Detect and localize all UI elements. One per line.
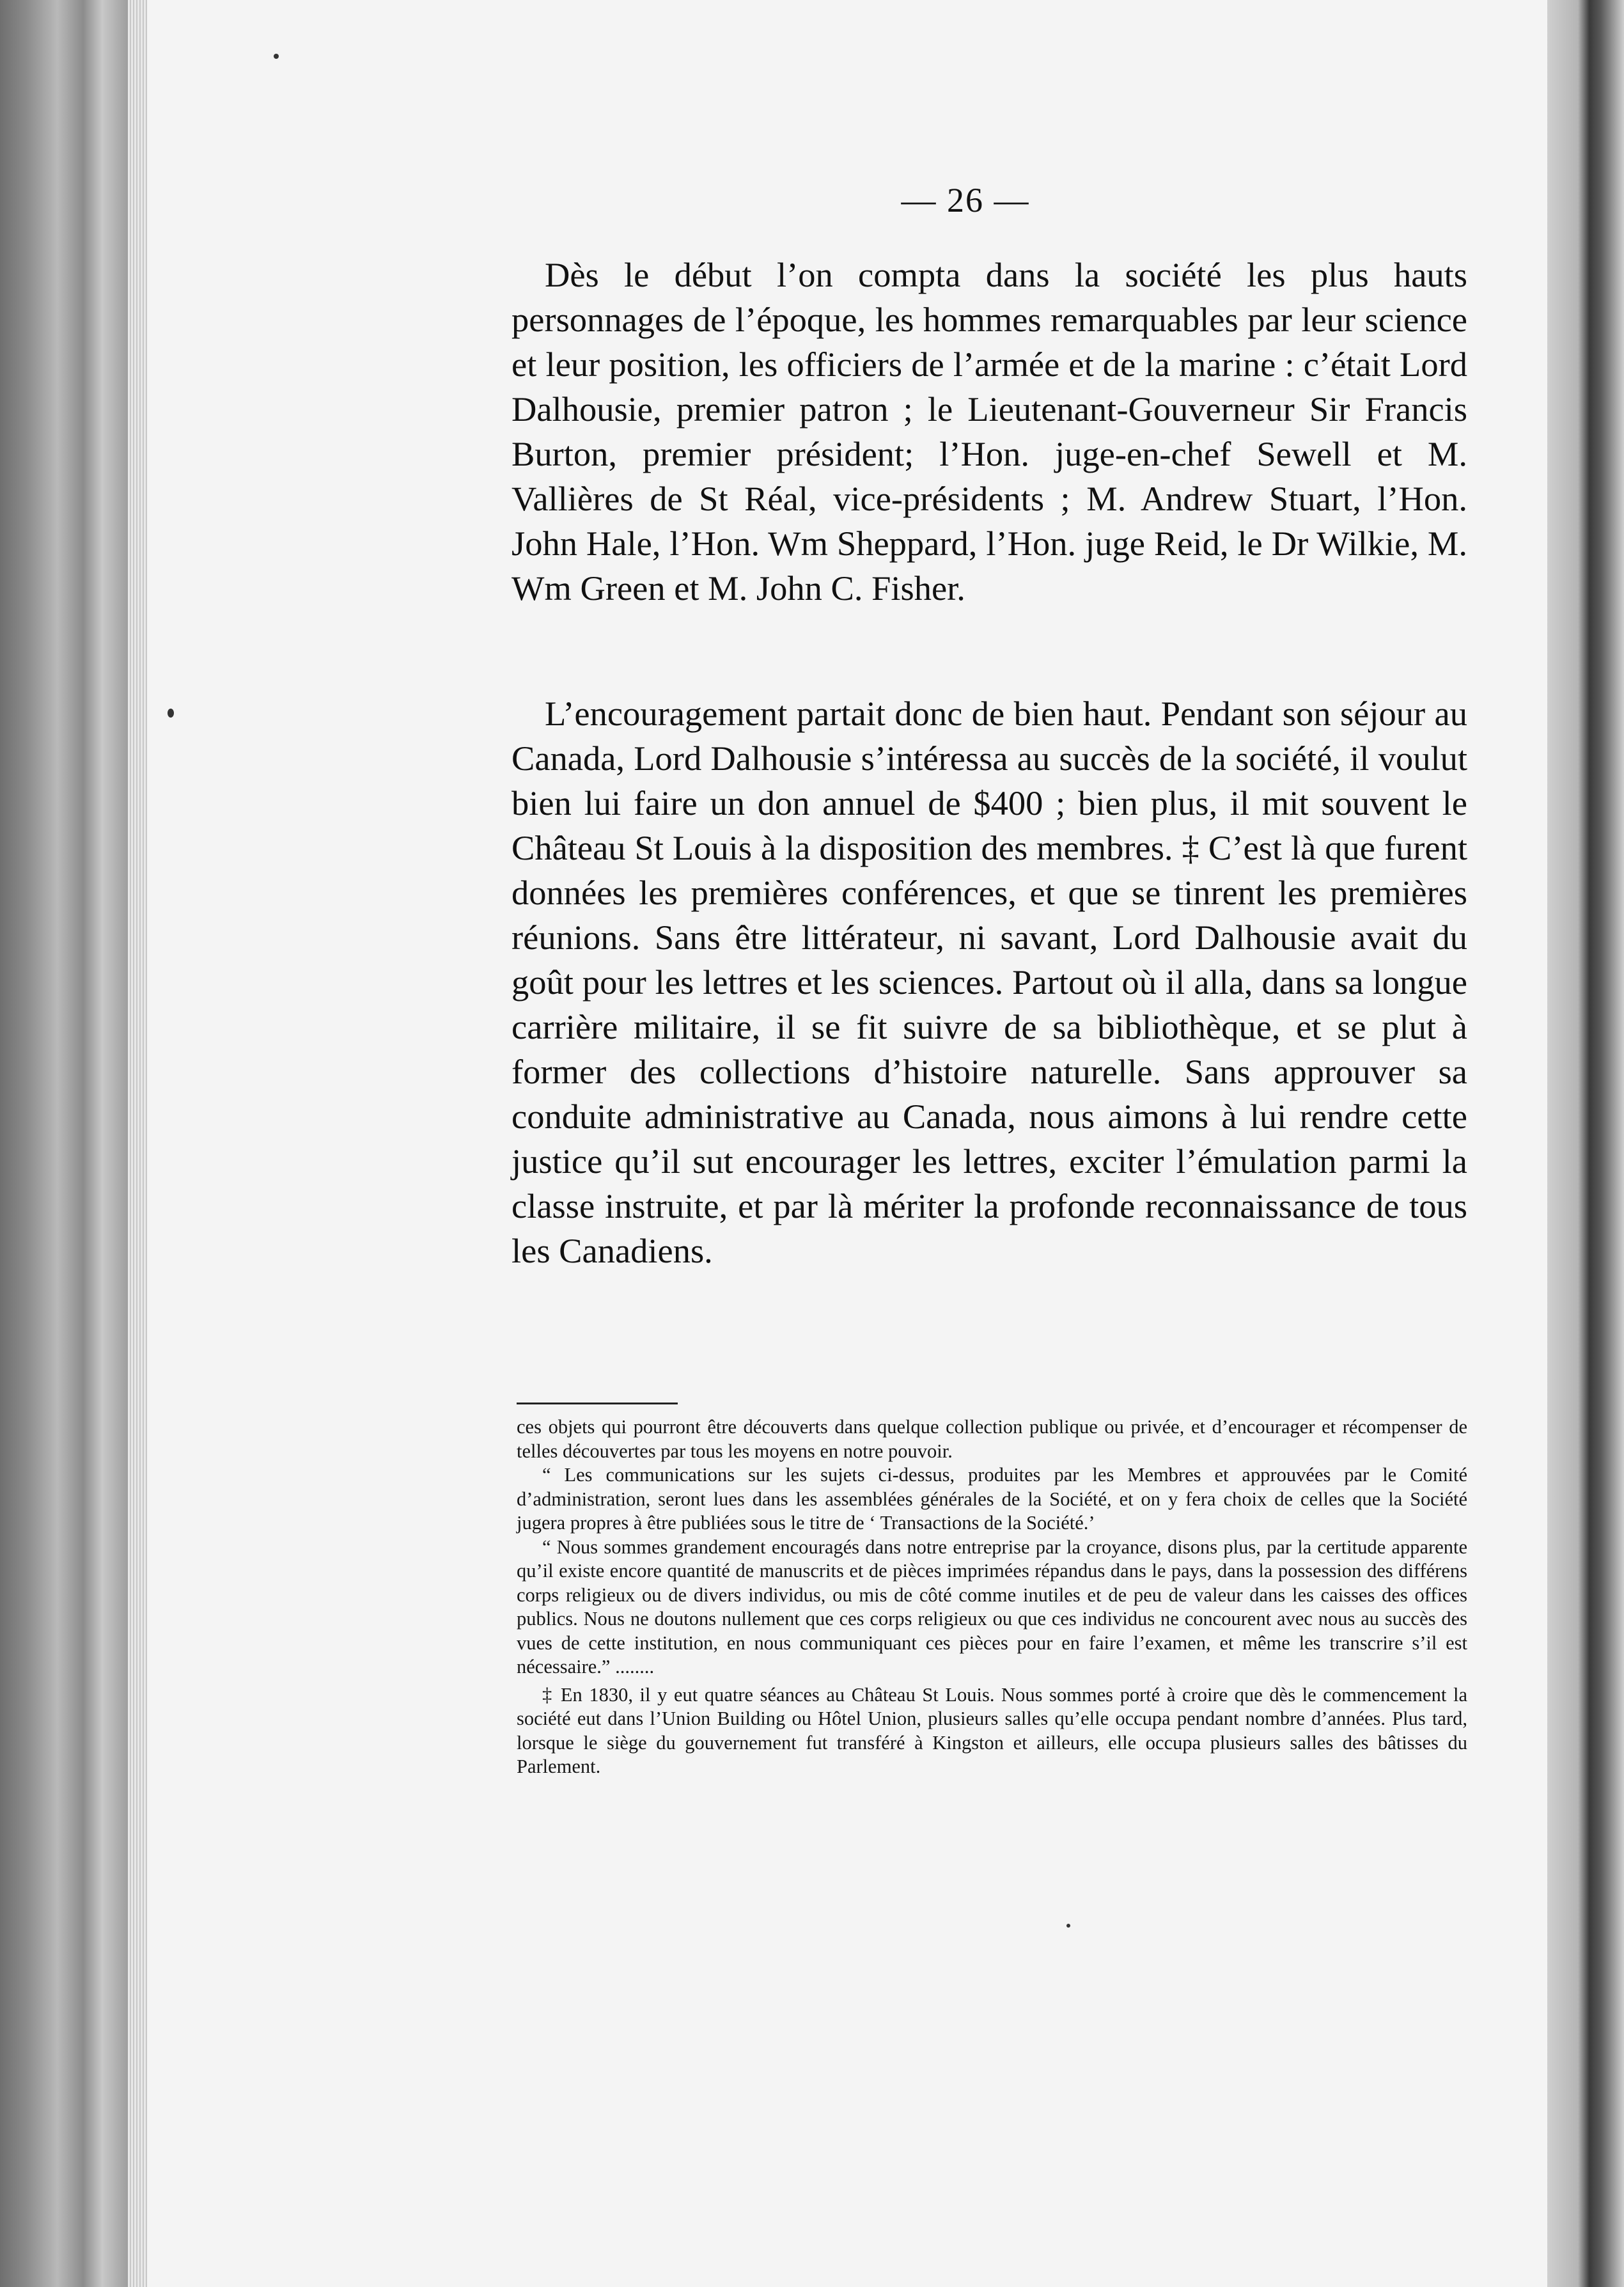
footnote-quote-1: “ Les communications sur les sujets ci-dessus, produites par les Membres et approuvées par le Comité d’administration, seront lues dans les assemblées générales de la Société, et on y fera choix de celles que la Société jugera propres à être publiées sous le titre de ‘ Transactions de la Société.’ xyxy=(517,1464,1467,1534)
page-number: — 26 — xyxy=(901,181,1030,219)
footnote-continuation: ces objets qui pourront être découverts dans quelque collection publique ou privée, et d’encourager et récompenser de telles découvertes par tous les moyens en notre pouvoir. xyxy=(517,1416,1467,1462)
paragraph-1: Dès le début l’on compta dans la société les plus hauts personnages de l’époque, les hommes remarquables par leur science et leur position, les officiers de l’armée et de la marine : c’était Lord Dalhousie, premier patron ; le Lieutenant-Gouverneur Sir Francis Burton, premier président; l’Hon. juge-en-chef Sewell et M. Vallières de St Réal, vice-présidents ; M. Andrew Stuart, l’Hon. John Hale, l’Hon. Wm Sheppard, l’Hon. juge Reid, le Dr Wilkie, M. Wm Green et M. John C. Fisher. xyxy=(511,255,1467,608)
page-right-edge xyxy=(1547,0,1624,2287)
page-edges xyxy=(128,0,147,2287)
footnote-double-dagger: ‡ En 1830, il y eut quatre séances au Château St Louis. Nous sommes porté à croire que dès le commencement la société eut dans l’Union Building ou Hôtel Union, plusieurs salles qu’elle occupa pendant nombre d’années. Plus tard, lorsque le siège du gouvernement fut transféré à Kingston et ailleurs, elle occupa plusieurs salles des bâtisses du Parlement. xyxy=(517,1683,1467,1777)
ink-speck xyxy=(274,54,279,59)
footnote-quote-2: “ Nous sommes grandement encouragés dans notre entreprise par la croyance, disons plus, par la certitude apparente qu’il existe encore quantité de manuscrits et de pièces imprimées répandus dans le pays, dans la possession des différens corps religieux ou de divers individus, ou mis de côté comme inutiles et de peu de valeur dans les caisses des offices publics. Nous ne doutons nullement que ces corps religieux ou que ces individus ne concourent avec nous au succès des vues de cette institution, en nous communiquant ces pièces pour en faire l’examen, et même les transcrire s’il est nécessaire.” ........ xyxy=(517,1536,1467,1678)
ink-speck xyxy=(168,709,174,718)
footnote-rule xyxy=(517,1403,678,1404)
book-binding xyxy=(0,0,128,2287)
paragraph-2: L’encouragement partait donc de bien haut. Pendant son séjour au Canada, Lord Dalhousie s’intéressa au succès de la société, il voulut bien lui faire un don annuel de $400 ; bien plus, il mit souvent le Château St Louis à la disposition des membres. ‡ C’est là que furent données les premières conférences, et que se tinrent les premières réunions. Sans être littérateur, ni savant, Lord Dalhousie avait du goût pour les lettres et les sciences. Partout où il alla, dans sa longue carrière militaire, il se fit suivre de sa bibliothèque, et se plut à former des collections d’histoire naturelle. Sans approuver sa conduite administrative au Canada, nous aimons à lui rendre cette justice qu’il sut encourager les lettres, exciter l’émulation parmi la classe instruite, et par là mériter la profonde reconnaissance de tous les Canadiens. xyxy=(511,694,1467,1270)
footnotes xyxy=(517,1415,1467,1779)
ink-speck xyxy=(1066,1924,1070,1928)
